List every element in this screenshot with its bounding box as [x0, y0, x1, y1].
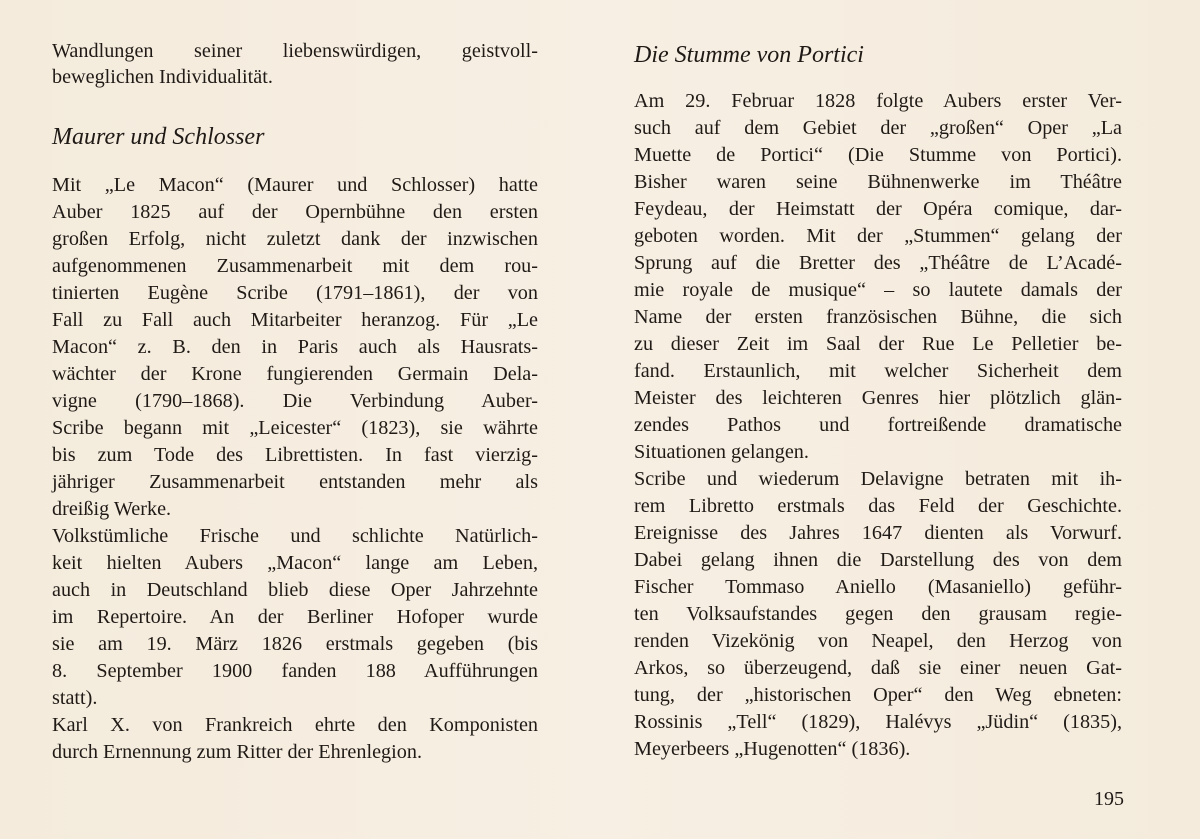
intro-line: beweglichen Individualität. — [52, 66, 273, 88]
body-line: aufgenommenen Zusammenarbeit mit dem rou- — [52, 255, 538, 277]
body-line: Feydeau, der Heimstatt der Opéra comique, dar- — [634, 198, 1122, 220]
body-line: fand. Erstaunlich, mit welcher Sicherheit dem — [634, 360, 1122, 382]
body-line: wächter der Krone fungierenden Germain Dela- — [52, 363, 538, 385]
body-line: Situationen gelangen. — [634, 441, 809, 463]
body-line: Scribe begann mit „Leicester“ (1823), sie währte — [52, 417, 538, 439]
body-line: bis zum Tode des Librettisten. In fast vierzig- — [52, 444, 538, 466]
body-line: zu dieser Zeit im Saal der Rue Le Pelletier be- — [634, 333, 1122, 355]
body-line: Auber 1825 auf der Opernbühne den ersten — [52, 201, 538, 223]
section-heading-die-stumme-von-portici: Die Stumme von Portici — [634, 42, 864, 68]
body-line: auch in Deutschland blieb diese Oper Jahrzehnte — [52, 579, 538, 601]
body-line: dreißig Werke. — [52, 498, 172, 520]
body-line: renden Vizekönig von Neapel, den Herzog von — [634, 630, 1122, 652]
body-line: Arkos, so überzeugend, daß sie einer neuen Gat- — [634, 657, 1122, 679]
body-line: tinierten Eugène Scribe (1791–1861), der von — [52, 282, 538, 304]
body-line: Name der ersten französischen Bühne, die sich — [634, 306, 1122, 328]
body-line: Fischer Tommaso Aniello (Masaniello) geführ- — [634, 576, 1122, 598]
body-line: rem Libretto erstmals das Feld der Geschichte. — [634, 495, 1122, 517]
intro-line: Wandlungen seiner liebenswürdigen, geistvoll- — [52, 40, 538, 62]
body-line: ten Volksaufstandes gegen den grausam regie- — [634, 603, 1122, 625]
body-line: Ereignisse des Jahres 1647 dienten als Vorwurf. — [634, 522, 1122, 544]
body-line: durch Ernennung zum Ritter der Ehrenlegion. — [52, 741, 422, 763]
body-line: such auf dem Gebiet der „großen“ Oper „La — [634, 117, 1122, 139]
body-line: Bisher waren seine Bühnenwerke im Théâtre — [634, 171, 1122, 193]
body-line: großen Erfolg, nicht zuletzt dank der inzwischen — [52, 228, 538, 250]
body-line: keit hielten Aubers „Macon“ lange am Leben, — [52, 552, 538, 574]
body-line: vigne (1790–1868). Die Verbindung Auber- — [52, 390, 538, 412]
body-line: mie royale de musique“ – so lautete damals der — [634, 279, 1122, 301]
body-line: 8. September 1900 fanden 188 Aufführungen — [52, 660, 538, 682]
body-line: jähriger Zusammenarbeit entstanden mehr als — [52, 471, 538, 493]
body-line: Macon“ z. B. den in Paris auch als Hausrats- — [52, 336, 538, 358]
body-line: Fall zu Fall auch Mitarbeiter heranzog. Für „Le — [52, 309, 538, 331]
body-line: Dabei gelang ihnen die Darstellung des von dem — [634, 549, 1122, 571]
body-line: Am 29. Februar 1828 folgte Aubers erster Ver- — [634, 90, 1122, 112]
body-line: Sprung auf die Bretter des „Théâtre de L’Acadé- — [634, 252, 1122, 274]
body-line: Karl X. von Frankreich ehrte den Komponisten — [52, 714, 538, 736]
body-line: Meyerbeers „Hugenotten“ (1836). — [634, 738, 911, 760]
body-line: Mit „Le Macon“ (Maurer und Schlosser) hatte — [52, 174, 538, 196]
body-line: Meister des leichteren Genres hier plötzlich glän- — [634, 387, 1122, 409]
body-line: zendes Pathos und fortreißende dramatische — [634, 414, 1122, 436]
page-number: 195 — [1094, 788, 1124, 810]
body-line: Rossinis „Tell“ (1829), Halévys „Jüdin“ (1835), — [634, 711, 1122, 733]
body-line: sie am 19. März 1826 erstmals gegeben (bis — [52, 633, 538, 655]
body-line: tung, der „historischen Oper“ den Weg ebneten: — [634, 684, 1122, 706]
body-line: im Repertoire. An der Berliner Hofoper wurde — [52, 606, 538, 628]
body-line: Muette de Portici“ (Die Stumme von Portici). — [634, 144, 1122, 166]
section-heading-maurer-und-schlosser: Maurer und Schlosser — [52, 124, 265, 150]
body-line: statt). — [52, 687, 98, 709]
body-line: geboten worden. Mit der „Stummen“ gelang der — [634, 225, 1122, 247]
body-line: Volkstümliche Frische und schlichte Natürlich- — [52, 525, 538, 547]
body-line: Scribe und wiederum Delavigne betraten mit ih- — [634, 468, 1122, 490]
